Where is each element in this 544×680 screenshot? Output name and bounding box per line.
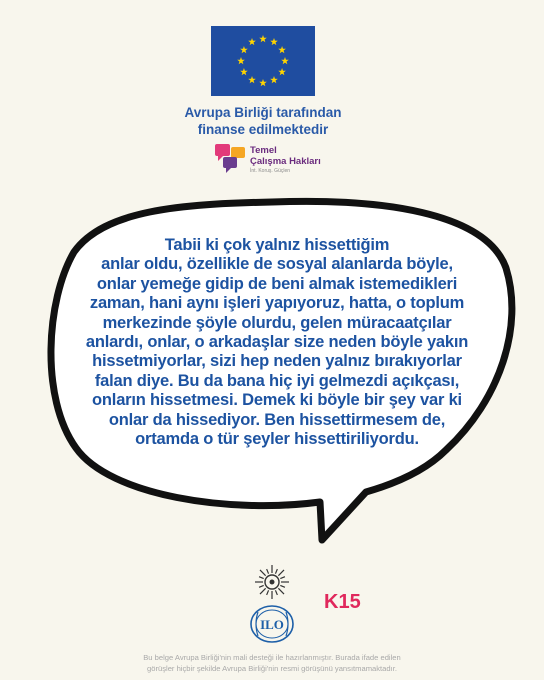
quote-line: onlar da hissediyor. Ben hissettirmesem de, [108, 410, 446, 429]
document-code: K15 [324, 591, 361, 613]
sun-ray [275, 569, 277, 574]
ilo-logo [248, 604, 296, 644]
partner-title-line2: Çalışma Hakları [250, 155, 321, 167]
quote-line: falan diye. Bu da bana hiç iyi gelmezdi açıkçası, [94, 371, 460, 390]
disclaimer-line2: görüşler hiçbir şekilde Avrupa Birliği'nin resmi görüşünü yansıtmamaktadır. [147, 664, 397, 673]
ilo-text: ILO [260, 617, 284, 632]
sun-ray [278, 588, 284, 594]
ilo-emblem-icon [248, 604, 296, 644]
quote-line: ortamda o tür şeyler hissettiriliyordu. [135, 430, 419, 449]
sun-ray [260, 588, 266, 594]
quote-line: onlar yemeğe gidip de beni almak istemedikleri [96, 274, 458, 293]
sun-ray [267, 569, 269, 574]
sun-ray [260, 570, 266, 576]
sun-ray [280, 585, 285, 587]
quote-line: onların hissetmesi. Demek ki böyle bir şey var ki [92, 391, 462, 410]
sun-logo [252, 562, 292, 602]
quote-line: zaman, hani aynı işleri yapıyoruz, hatta, o toplum [89, 294, 465, 313]
partner-title-line1: Temel [250, 145, 277, 156]
sun-ray [278, 570, 284, 576]
quote-line: anlardı, onlar, o arkadaşlar size neden böyle yakın [85, 333, 469, 352]
eu-caption-line2: finanse edilmektedir [197, 122, 329, 137]
eu-caption-line1: Avrupa Birliği tarafından [184, 105, 342, 120]
disclaimer [110, 652, 434, 674]
quote-text [70, 236, 484, 449]
sun-ray [280, 577, 285, 579]
sun-ray [259, 585, 264, 587]
sun-icon [252, 562, 292, 602]
quote-line: anlar oldu, özellikle de sosyal alanlarda böyle, [101, 255, 453, 274]
sun-ray [259, 577, 264, 579]
sun-ray [267, 590, 269, 595]
quote-line: Tabii ki çok yalnız hissettiğim [164, 236, 390, 254]
sun-ray [275, 590, 277, 595]
partner-subtitle: İnt. Koruş. Güçlen [250, 168, 291, 174]
disclaimer-line1: Bu belge Avrupa Birliği'nin mali desteği ile hazırlanmıştır. Burada ifade edilen [143, 653, 401, 662]
quote-line: merkezinde şöyle olurdu, gelen müracaatçılar [102, 313, 452, 332]
quote-line: hissetmiyorlar, sizi hep neden yalnız bırakıyorlar [92, 352, 462, 371]
